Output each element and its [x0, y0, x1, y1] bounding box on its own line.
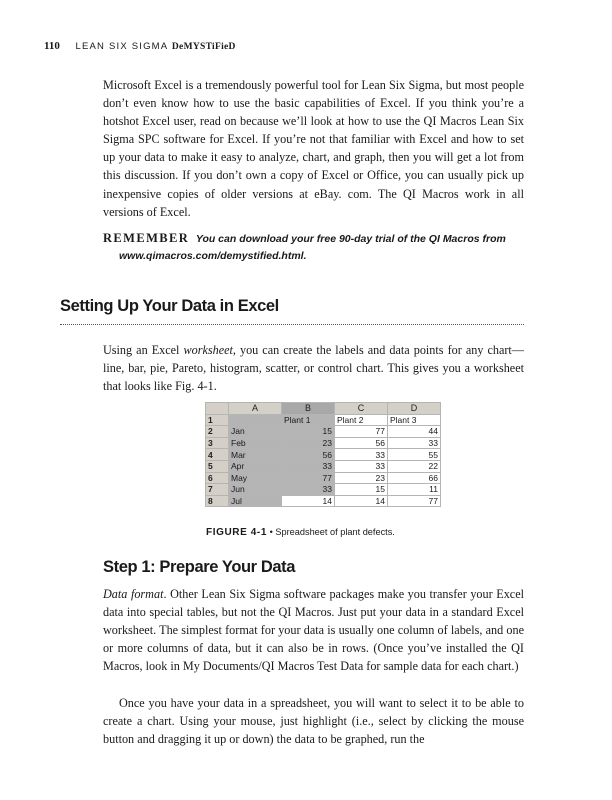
section-paragraph [103, 341, 524, 395]
spreadsheet-row [206, 449, 441, 461]
spreadsheet-row [206, 495, 441, 507]
spreadsheet-row [206, 437, 441, 449]
cell: Feb [229, 437, 282, 449]
spreadsheet-row [206, 472, 441, 484]
spreadsheet-column-headers [206, 403, 441, 415]
row-header: 4 [206, 449, 229, 461]
section-divider [60, 324, 524, 325]
cell: Mar [229, 449, 282, 461]
column-header: D [388, 403, 441, 415]
cell: 77 [282, 472, 335, 484]
spreadsheet-row [206, 484, 441, 496]
cell: May [229, 472, 282, 484]
cell: Jul [229, 495, 282, 507]
caption-separator: • [267, 527, 276, 537]
cell: 33 [388, 437, 441, 449]
cell [229, 414, 282, 426]
cell: 55 [388, 449, 441, 461]
book-title: LEAN SIX SIGMA [75, 41, 169, 52]
cell: 15 [335, 484, 388, 496]
figure-caption [206, 527, 395, 538]
step-paragraph-emphasis: Data format [103, 587, 164, 601]
column-header: A [229, 403, 282, 415]
row-header: 2 [206, 426, 229, 438]
figure-label: FIGURE 4-1 [206, 527, 268, 538]
row-header: 3 [206, 437, 229, 449]
cell: 56 [335, 437, 388, 449]
cell: 11 [388, 484, 441, 496]
step-heading: Step 1: Prepare Your Data [103, 558, 296, 576]
cell: 33 [282, 460, 335, 472]
column-header: B [282, 403, 335, 415]
step-paragraph-1 [103, 585, 524, 675]
cell: Apr [229, 460, 282, 472]
corner-cell [206, 403, 229, 415]
caption-text: Spreadsheet of plant defects. [275, 527, 395, 537]
cell: 23 [335, 472, 388, 484]
cell: 33 [335, 449, 388, 461]
cell: 77 [335, 426, 388, 438]
book-subtitle: DeMYSTiFieD [171, 42, 236, 52]
column-header: C [335, 403, 388, 415]
cell: Plant 1 [282, 414, 335, 426]
section-heading: Setting Up Your Data in Excel [60, 297, 279, 315]
row-header: 7 [206, 484, 229, 496]
cell: 15 [282, 426, 335, 438]
cell: 33 [335, 460, 388, 472]
spreadsheet-row [206, 414, 441, 426]
row-header: 5 [206, 460, 229, 472]
section-paragraph-emphasis: worksheet [183, 343, 233, 357]
cell: 56 [282, 449, 335, 461]
cell: 22 [388, 460, 441, 472]
intro-paragraph: Microsoft Excel is a tremendously powerful tool for Lean Six Sigma, but most people don’t even know how to use the basic capabilities of Excel. If you think you’re a hotshot Excel user, read on because we’ll look at how to use the QI Macros Lean Six Sigma SPC software for Excel. If you’re not that familiar with Excel and how to set up your data to make it easy to analyze, chart, and graph, then you will get a lot from this discussion. If you don’t own a copy of Excel or Office, you can usually pick up inexpensive copies of older versions at eBay. com. The QI Macros work in all versions of Excel. [103, 78, 524, 219]
spreadsheet-row [206, 426, 441, 438]
row-header: 8 [206, 495, 229, 507]
cell: Jun [229, 484, 282, 496]
cell: Plant 2 [335, 414, 388, 426]
step-paragraph-text: . Other Lean Six Sigma software packages make you transfer your Excel data into special tables, but not the QI Macros. Just put your data in a standard Excel worksheet. The simplest format for your data is usually one column of labels, and one or more columns of data, but it can also be in rows. (Once you’ve installed the QI Macros, look in My Documents/QI Macros Test Data for sample data for each chart.) [103, 587, 524, 674]
cell: Plant 3 [388, 414, 441, 426]
cell: Jan [229, 426, 282, 438]
cell: 44 [388, 426, 441, 438]
remember-note [103, 230, 524, 265]
cell: 23 [282, 437, 335, 449]
cell: 66 [388, 472, 441, 484]
row-header: 1 [206, 414, 229, 426]
step-paragraph-2: Once you have your data in a spreadsheet, you will want to select it to be able to create a chart. Using your mouse, just highlight (i.e., select by clicking the mouse button and dragging it up or down) the data to be graphed, run the [103, 696, 524, 747]
remember-text: You can download your free 90-day trial of the QI Macros from [195, 233, 506, 245]
page-number: 110 [44, 40, 60, 52]
spreadsheet-row [206, 460, 441, 472]
row-header: 6 [206, 472, 229, 484]
cell: 14 [282, 495, 335, 507]
section-paragraph-text-rest: , you can create the labels and data points for any chart—line, bar, pie, Pareto, histogram, scatter, or control chart. This gives you a worksheet that looks like Fig. 4-1. [103, 343, 524, 394]
cell: 33 [282, 484, 335, 496]
cell: 14 [335, 495, 388, 507]
remember-keyword: REMEMBER [103, 231, 190, 245]
section-paragraph-text: Using an Excel [103, 343, 184, 357]
spreadsheet-figure [205, 402, 441, 507]
running-header [44, 40, 236, 52]
remember-url[interactable]: www.qimacros.com/demystified.html. [119, 250, 307, 262]
cell: 77 [388, 495, 441, 507]
